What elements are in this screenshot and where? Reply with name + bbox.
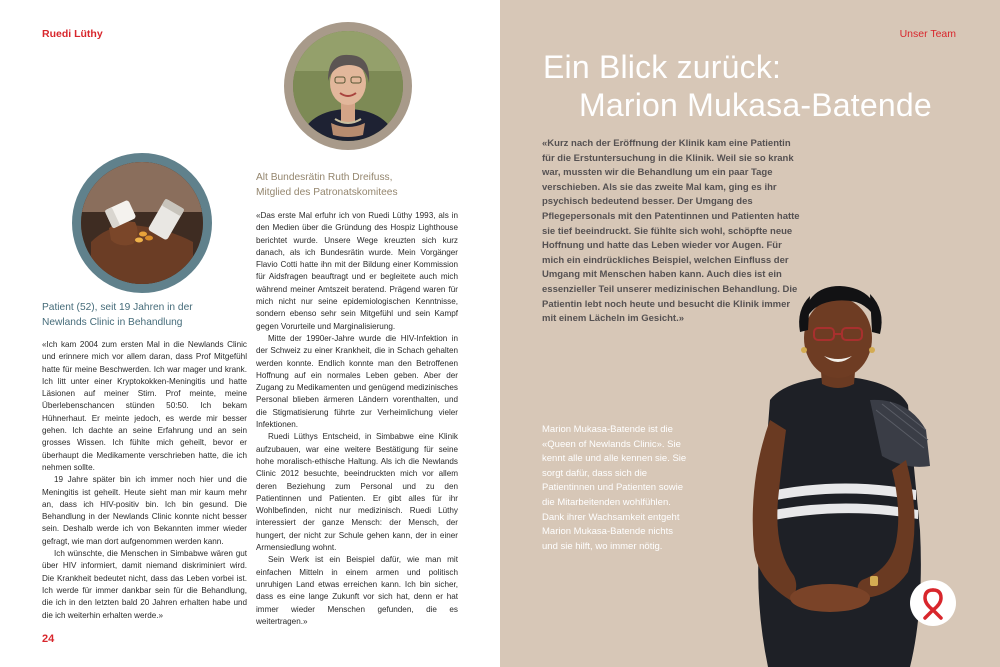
ruth-statement <box>256 210 458 628</box>
ruth-portrait-illustration <box>293 31 403 141</box>
ruth-caption-line2: Mitglied des Patronatskomitees <box>256 187 398 198</box>
patient-hands-pills-illustration <box>81 162 203 284</box>
ruth-caption-line1: Alt Bundesrätin Ruth Dreifuss, <box>256 172 393 183</box>
marion-caption: Marion Mukasa-Batende ist die «Queen of Newlands Clinic». Sie kennt alle und alle kennen sie. Sie sorgt dafür, dass sich die Patientinnen und Patienten sowie die Mitarbeitenden wohlfühlen. Dank ihrer Wachsamkeit entgeht Marion Mukasa-Batende nichts und sie hilft, wo immer nötig. <box>542 424 687 552</box>
ruth-dreifuss-portrait <box>284 22 412 150</box>
ruth-caption <box>256 170 456 200</box>
ruth-paragraph: Sein Werk ist ein Beispiel dafür, wie man mit einfachen Mitteln in einem armen und politisch unruhigen Land etwas erreichen kann. Ich bin sicher, dass es eine lange Zukunft vor sich hat, denn er hat immer wieder Menschen gefunden, die es weitertragen.» <box>256 555 458 626</box>
headline-line1: Ein Blick zurück: <box>543 49 782 85</box>
patient-statement <box>42 339 247 622</box>
page-number: 24 <box>42 633 55 645</box>
marion-quote: «Kurz nach der Eröffnung der Klinik kam eine Patientin für die Erstuntersuchung in die Klinik. Weil sie so krank war, mussten wir die Behandlung um ein paar Tage verschieben. Als sie das zweite Mal kam, ging es ihr psychisch bedeutend besser. Der Umgang des Pflegepersonals mit den Patentinnen und Patienten hatte sie tief beeindruckt. Sie fühlte sich wohl, schöpfte neue Hoffnung und hatte das Leben wieder vor Augen. Für mich ein eindrückliches Beispiel, welchen Einfluss der Umgang mit Menschen haben kann. Auch dies ist ein essenzieller Teil unserer medizinischen Behandlung. Die Patientin lebt noch heute und besucht die Klinik immer mit einem Lächeln im Gesicht.» <box>542 138 800 325</box>
patient-caption <box>42 300 242 330</box>
patient-caption-line1: Patient (52), seit 19 Jahren in der <box>42 302 193 313</box>
red-ribbon-icon <box>910 580 956 626</box>
patient-portrait <box>72 153 212 293</box>
headline-line2: Marion Mukasa-Batende <box>579 87 932 123</box>
running-header-section: Unser Team <box>899 28 956 40</box>
ruth-paragraph: Ruedi Lüthys Entscheid, in Simbabwe eine Klinik aufzubauen, war eine weitere Bestätigung für seine hohe moralisch-ethische Haltung. Als ich die Newlands Clinic 2012 besuchte, beeindruckten mich vor allem deren Beziehung zum Personal und zu den Patientinnen und Patienten. Er gibt alles für ihr Wohlbefinden, nicht nur medizinisch. Ruedi Lüthy interessiert der ganze Mensch: der Mensch, der hungert, der nicht zur Schule gehen kann, der in einer Armensiedlung wohnt. <box>256 432 458 553</box>
page-headline <box>543 48 932 124</box>
running-header-name: Ruedi Lüthy <box>42 28 103 40</box>
ruth-paragraph: Mitte der 1990er-Jahre wurde die HIV-Infektion in der Schweiz zu einer Krankheit, die in Schach gehalten werden konnte. Endlich konnte man den Betroffenen Hoffnung auf ein normales Leben geben. Aber der Zugang zu Medikamenten und genügend medizinisches Personal blieben ärmeren Ländern vorenthalten, und die Stigmatisierung führte zur Verheimlichung vieler Infektionen. <box>256 333 458 430</box>
patient-paragraph: 19 Jahre später bin ich immer noch hier und die Meningitis ist geheilt. Heute sieht man mir kaum mehr an, dass ich HIV-positiv bin. Ich bin gesund. Die Behandlung in der Newlands Clinic konnte nicht besser sein. Deshalb werde ich von Bekannten immer wieder gefragt, wie man dort aufgenommen werden kann. <box>42 475 247 546</box>
patient-paragraph: «Ich kam 2004 zum ersten Mal in die Newlands Clinic und erinnere mich vor allem daran, dass Prof Mitgefühl hatte für meine Beschwerden. Ich war mager und krank. Ich litt unter einer Kryptokokken-Meningitis und hatte Läsionen auf meiner Stirn. Prof meinte, meine Überlebenschancen stünden 50:50. Ich bekam Hühnerhaut. Er meinte jedoch, es werde mir besser gehen. Ich dachte an seine Erfahrung und an sein grosses Wissen. Ich fühlte mich geheilt, bevor er überhaupt die Medikamente verschrieben hatte, die ich nehmen sollte. <box>42 340 247 472</box>
patient-paragraph: Ich wünschte, die Menschen in Simbabwe wären gut über HIV informiert, damit niemand diskriminiert wird. Die Krankheit bedeutet nicht, dass das Leben vorbei ist. Ich werde für immer dankbar sein für die Behandlung, die ich in den letzten bald 20 Jahren erhalten habe und die ich weiterhin erhalten werde.» <box>42 549 247 620</box>
patient-caption-line2: Newlands Clinic in Behandlung <box>42 317 183 328</box>
ruth-paragraph: «Das erste Mal erfuhr ich von Ruedi Lüthy 1993, als in den Medien über die Gründung des Hospiz Lighthouse berichtet wurde. Unsere Wege kreuzten sich kurz danach, als ich Bundesrätin wurde. Mein Vorgänger Flavio Cotti hatte ihn mit der Bildung einer Kommission für Aidsfragen beauftragt und er begleitete auch mich während meiner Amtszeit beratend. Prägend waren für mich nicht nur seine epidemiologischen Kenntnisse, sondern ebenso sehr sein Mitgefühl und sein Kampf gegen Vorurteile und Marginalisierung. <box>256 211 458 331</box>
